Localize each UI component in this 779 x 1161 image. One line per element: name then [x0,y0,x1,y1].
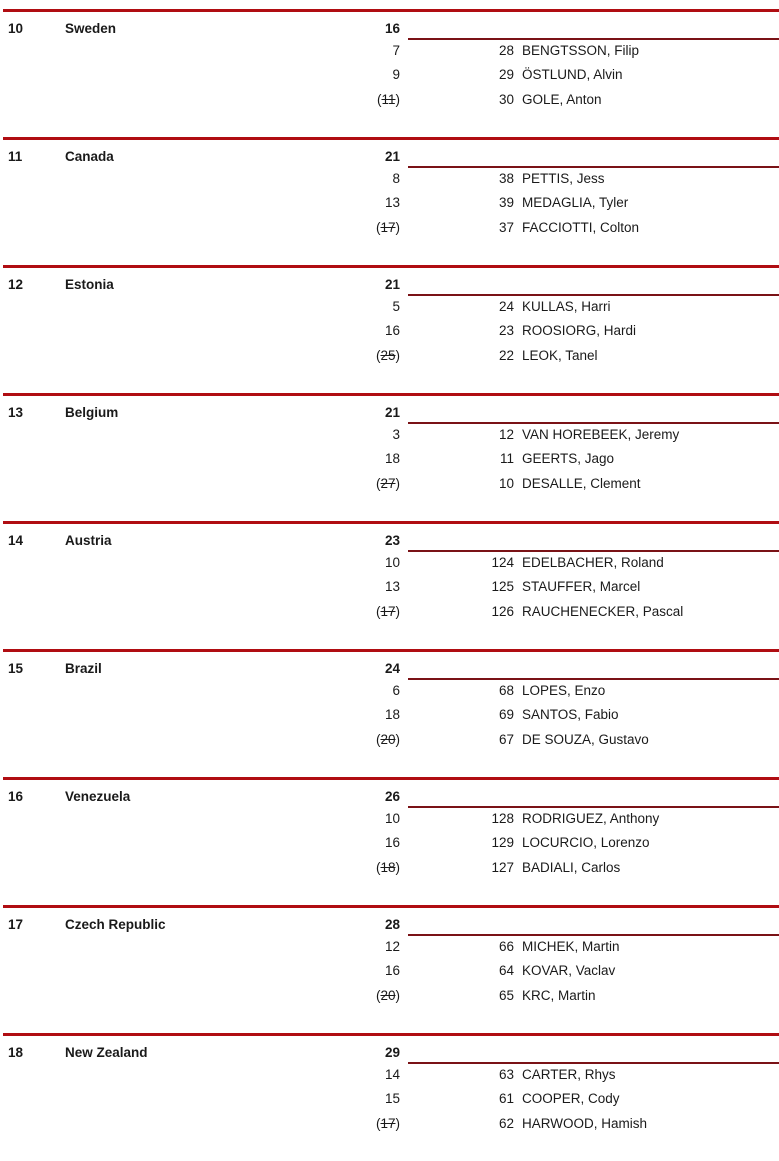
team-header [0,660,779,677]
rider-list-rule [408,422,779,424]
team-rank: 15 [8,661,24,676]
rider-score: 6 [392,683,400,698]
rider-row [0,682,779,699]
team-total-points: 16 [384,21,400,36]
team-row [0,9,779,137]
team-classification-list [0,9,779,1161]
team-separator-rule [3,393,779,396]
rider-row [0,1115,779,1132]
team-separator-rule [3,649,779,652]
rider-row [0,603,779,620]
rider-score: (17) [375,1116,400,1131]
rider-score: 10 [384,555,400,570]
rider-name: STAUFFER, Marcel [522,579,641,594]
rider-number: 61 [498,1091,514,1106]
team-row [0,777,779,905]
rider-score: 5 [392,299,400,314]
rider-name: ROOSIORG, Hardi [522,323,637,338]
rider-row [0,1066,779,1083]
team-rank: 10 [8,21,24,36]
team-row [0,393,779,521]
rider-score: 12 [384,939,400,954]
team-separator-rule [3,137,779,140]
rider-number: 127 [491,860,514,875]
team-country: Brazil [65,661,102,676]
rider-name: LOPES, Enzo [522,683,606,698]
rider-name: VAN HOREBEEK, Jeremy [522,427,680,442]
team-row [0,521,779,649]
rider-number: 24 [498,299,514,314]
rider-name: ÖSTLUND, Alvin [522,67,623,82]
rider-row [0,810,779,827]
team-header [0,20,779,37]
rider-score: 13 [384,579,400,594]
team-total-points: 24 [384,661,400,676]
rider-score: (25) [375,348,400,363]
rider-row [0,42,779,59]
rider-name: COOPER, Cody [522,1091,620,1106]
rider-name: DE SOUZA, Gustavo [522,732,649,747]
rider-name: KRC, Martin [522,988,596,1003]
rider-row [0,1090,779,1107]
rider-name: SANTOS, Fabio [522,707,619,722]
team-total-points: 23 [384,533,400,548]
rider-number: 29 [498,67,514,82]
rider-row [0,91,779,108]
team-separator-rule [3,777,779,780]
rider-list-rule [408,678,779,680]
rider-score: (18) [375,860,400,875]
rider-number: 64 [498,963,514,978]
team-row [0,137,779,265]
rider-number: 128 [491,811,514,826]
team-country: Austria [65,533,112,548]
rider-score: 7 [392,43,400,58]
rider-row [0,731,779,748]
team-row [0,649,779,777]
rider-name: CARTER, Rhys [522,1067,616,1082]
rider-row [0,219,779,236]
rider-number: 23 [498,323,514,338]
team-rank: 14 [8,533,24,548]
rider-score: 9 [392,67,400,82]
team-total-points: 21 [384,149,400,164]
team-country: Czech Republic [65,917,166,932]
rider-number: 22 [498,348,514,363]
team-row [0,265,779,393]
rider-name: FACCIOTTI, Colton [522,220,640,235]
team-row [0,905,779,1033]
rider-number: 37 [498,220,514,235]
team-rank: 12 [8,277,24,292]
team-total-points: 29 [384,1045,400,1060]
rider-number: 124 [491,555,514,570]
rider-row [0,578,779,595]
rider-number: 67 [498,732,514,747]
team-country: Canada [65,149,114,164]
rider-number: 12 [498,427,514,442]
team-separator-rule [3,905,779,908]
rider-score: 14 [384,1067,400,1082]
rider-row [0,347,779,364]
team-total-points: 28 [384,917,400,932]
rider-name: GEERTS, Jago [522,451,615,466]
team-country: Venezuela [65,789,131,804]
rider-score: 3 [392,427,400,442]
rider-name: RODRIGUEZ, Anthony [522,811,660,826]
rider-number: 11 [499,451,514,466]
rider-row [0,322,779,339]
team-rank: 11 [8,149,23,164]
rider-score: 15 [384,1091,400,1106]
team-separator-rule [3,9,779,12]
team-header [0,148,779,165]
rider-list-rule [408,294,779,296]
rider-number: 68 [498,683,514,698]
rider-name: KULLAS, Harri [522,299,611,314]
rider-number: 69 [498,707,514,722]
team-country: Sweden [65,21,117,36]
rider-list-rule [408,550,779,552]
team-row [0,1033,779,1161]
rider-number: 63 [498,1067,514,1082]
rider-score: 18 [384,451,400,466]
team-header [0,916,779,933]
rider-row [0,859,779,876]
rider-name: LOCURCIO, Lorenzo [522,835,650,850]
team-separator-rule [3,521,779,524]
rider-number: 28 [498,43,514,58]
rider-row [0,554,779,571]
team-rank: 16 [8,789,24,804]
rider-score: 16 [384,323,400,338]
rider-name: PETTIS, Jess [522,171,605,186]
rider-score: (17) [375,220,400,235]
team-header [0,788,779,805]
rider-number: 126 [491,604,514,619]
rider-number: 30 [498,92,514,107]
team-header [0,532,779,549]
rider-name: KOVAR, Vaclav [522,963,616,978]
team-rank: 18 [8,1045,24,1060]
rider-score: 16 [384,835,400,850]
team-rank: 13 [8,405,24,420]
team-header [0,404,779,421]
rider-score: 18 [384,707,400,722]
team-separator-rule [3,265,779,268]
rider-score: 10 [384,811,400,826]
rider-row [0,450,779,467]
rider-name: EDELBACHER, Roland [522,555,664,570]
rider-score: (11) [376,92,400,107]
rider-row [0,194,779,211]
rider-number: 65 [498,988,514,1003]
rider-score: (27) [375,476,400,491]
rider-name: MICHEK, Martin [522,939,620,954]
rider-score: (17) [375,604,400,619]
rider-number: 129 [491,835,514,850]
rider-name: BADIALI, Carlos [522,860,621,875]
rider-list-rule [408,934,779,936]
rider-list-rule [408,166,779,168]
rider-name: GOLE, Anton [522,92,602,107]
team-header [0,1044,779,1061]
rider-score: 16 [384,963,400,978]
rider-list-rule [408,806,779,808]
rider-number: 38 [498,171,514,186]
rider-name: RAUCHENECKER, Pascal [522,604,684,619]
rider-score: 13 [384,195,400,210]
rider-score: (20) [375,732,400,747]
rider-number: 125 [491,579,514,594]
rider-row [0,66,779,83]
team-country: New Zealand [65,1045,148,1060]
rider-number: 39 [498,195,514,210]
rider-row [0,170,779,187]
rider-row [0,426,779,443]
rider-name: DESALLE, Clement [522,476,641,491]
rider-list-rule [408,1062,779,1064]
rider-row [0,962,779,979]
team-country: Estonia [65,277,114,292]
rider-row [0,987,779,1004]
rider-list-rule [408,38,779,40]
team-country: Belgium [65,405,119,420]
rider-number: 10 [498,476,514,491]
team-header [0,276,779,293]
rider-name: LEOK, Tanel [522,348,598,363]
team-separator-rule [3,1033,779,1036]
rider-name: MEDAGLIA, Tyler [522,195,629,210]
rider-number: 62 [498,1116,514,1131]
team-total-points: 21 [384,277,400,292]
rider-name: HARWOOD, Hamish [522,1116,648,1131]
team-total-points: 26 [384,789,400,804]
team-total-points: 21 [384,405,400,420]
rider-row [0,298,779,315]
rider-row [0,706,779,723]
rider-row [0,475,779,492]
rider-name: BENGTSSON, Filip [522,43,640,58]
team-rank: 17 [8,917,24,932]
rider-score: (20) [375,988,400,1003]
rider-row [0,938,779,955]
rider-score: 8 [392,171,400,186]
rider-row [0,834,779,851]
rider-number: 66 [498,939,514,954]
